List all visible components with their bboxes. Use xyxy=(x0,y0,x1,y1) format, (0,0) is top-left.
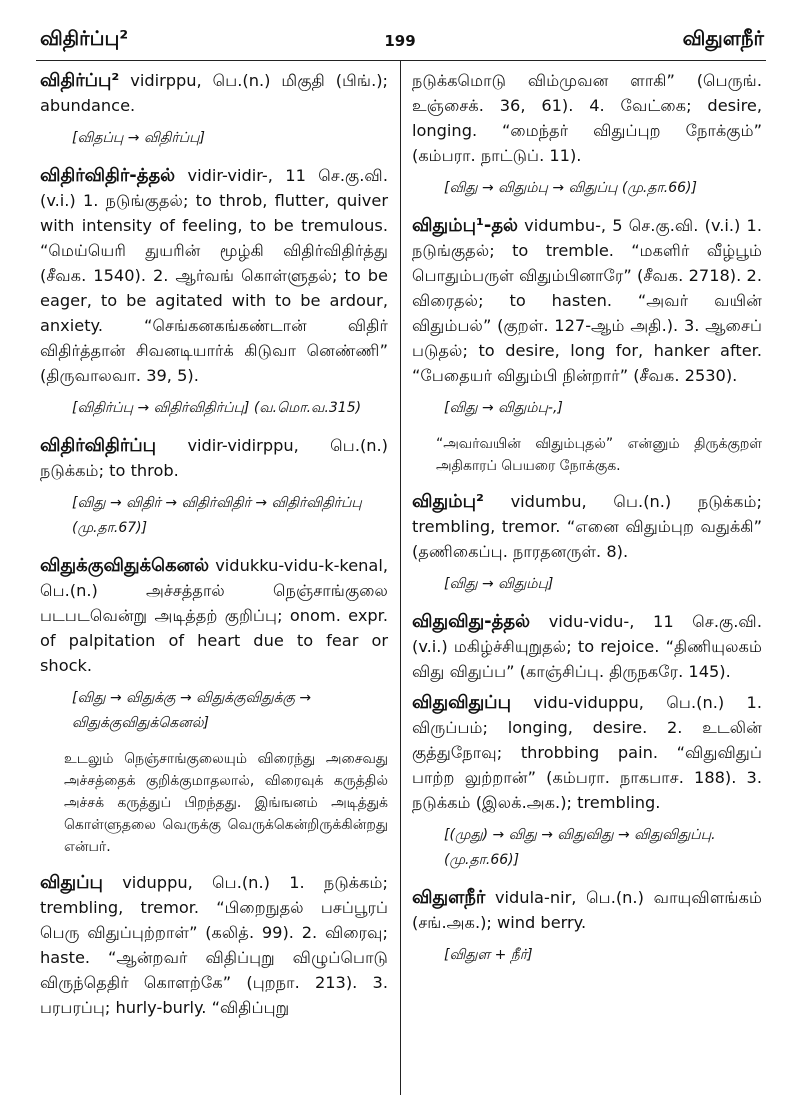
etymology-line: [விது → விதுக்கு → விதுக்குவிதுக்கு → விதுக்குவிதுக்கெனல்] xyxy=(72,690,312,731)
entry-definition: நடுக்கமொடு விம்முவன ளாகி” (பெருங். உஞ்சைக். 36, 61). 4. வேட்கை; desire, longing. “மைந்தர் விதுப்புற நோக்கும்” (கம்பரா. நாட்டுப். 11). xyxy=(412,71,762,165)
dictionary-entry xyxy=(412,885,762,935)
dictionary-entry xyxy=(40,870,388,1020)
entry-definition: vidumbu, பெ.(n.) நடுக்கம்; trembling, tremor. “எனை விதும்புற வதுக்கி” (தணிகைப்பு. நாரதனருள். 8). xyxy=(412,492,762,561)
entry-definition: vidirppu, பெ.(n.) மிகுதி (பிங்.); abundance. xyxy=(40,71,388,115)
entry-headword: விதுப்பு xyxy=(40,872,103,893)
entry-headword: விதுவிது-த்தல் xyxy=(412,611,531,632)
entry-headword: விதும்பு¹-தல் xyxy=(412,215,518,236)
entry-definition: vidumbu-, 5 செ.கு.வி. (v.i.) 1. நடுங்குதல்; to tremble. “மகளிர் வீழ்பூம் பொதும்பருள் விதும்பினாரே” (சீவக. 2718). 2. விரைதல்; to hasten. “அவர் வயின் விதும்பல்” (குறள். 127-ஆம் அதி.). 3. ஆசைப் படுதல்; to desire, long for, hanker after. “பேதையர் விதும்பி நின்றார்” (சீவக. 2530). xyxy=(412,216,762,385)
entry-definition: vidu-viduppu, பெ.(n.) 1. விருப்பம்; longing, desire. 2. உடலின் குத்துநோவு; throbbing pain. “விதுவிதுப் பாற்ற லுற்றான்” (கம்பரா. நாகபாச. 188). 3. நடுக்கம் (இலக்.அக.); trembling. xyxy=(412,693,762,812)
entry-headword: விதுவிதுப்பு xyxy=(412,692,511,713)
header-right-guideword: விதுளநீர் xyxy=(682,26,764,50)
left-column xyxy=(40,68,388,1026)
dictionary-entry xyxy=(40,553,388,678)
right-column xyxy=(412,68,762,980)
dictionary-entry xyxy=(40,433,388,483)
usage-note: “அவர்வயின் விதும்புதல்” என்னும் திருக்குறள் அதிகாரப் பெயரை நோக்குக. xyxy=(436,436,762,474)
dictionary-entry xyxy=(412,68,762,168)
etymology-line: [விதிர்ப்பு → விதிர்விதிர்ப்பு] (வ.மொ.வ.315) xyxy=(72,400,362,416)
entry-definition: vidir-vidir-, 11 செ.கு.வி. (v.i.) 1. நடுங்குதல்; to throb, flutter, quiver with intensity of feeling, to be tremulous. “மெய்யெரி துயரின் மூழ்கி விதிர்விதிர்த்து (சீவக. 1540). 2. ஆர்வங் கொள்ளுதல்; to be eager, to be agitated with to be ardour, anxiety. “செங்கனகங்கண்டான் விதிர் விதிர்த்தான் சிவனடியார்க் கிடுவா னெண்ணி” (திருவாலவா. 39, 5). xyxy=(40,166,388,385)
dictionary-entry xyxy=(40,68,388,118)
entry-definition: vidukku-vidu-k-kenal, பெ.(n.) அச்சத்தால் நெஞ்சாங்குலை படபடவென்று அடித்தற் குறிப்பு; onom. expr. of palpitation of heart due to fear or shock. xyxy=(40,556,388,675)
etymology-line: [(முது) → விது → விதுவிது → விதுவிதுப்பு. (மு.தா.66)] xyxy=(444,827,716,868)
dictionary-entry xyxy=(412,213,762,388)
entry-definition: vidula-nir, பெ.(n.) வாயுவிளங்கம் (சங்.அக.); wind berry. xyxy=(412,888,762,932)
entry-definition: vidir-vidirppu, பெ.(n.) நடுக்கம்; to throb. xyxy=(40,436,388,480)
etymology-line: [விது → விதும்பு] xyxy=(444,576,554,592)
entry-headword: விதிர்விதிர்-த்தல் xyxy=(40,165,176,186)
entry-headword: விதிர்ப்பு² xyxy=(40,70,120,91)
entry-headword: விதுளநீர் xyxy=(412,887,486,908)
entry-definition: vidu-vidu-, 11 செ.கு.வி. (v.i.) மகிழ்ச்சியுறுதல்; to rejoice. “திணியுலகம் விது விதுப்ப” (காஞ்சிப்பு. திருநகரே. 145). xyxy=(412,612,762,681)
dictionary-entry xyxy=(412,609,762,684)
usage-note: உடலும் நெஞ்சாங்குலையும் விரைந்து அசைவது அச்சத்தைக் குறிக்குமாதலால், விரைவுக் கருத்தில் அச்சக் கருத்துப் பிறந்தது. இங்ஙனம் அடித்துக் கொள்ளுதலை வெருக்கு வெருக்கென்றிருக்கின்றது என்பர். xyxy=(64,751,388,855)
dictionary-entry xyxy=(40,163,388,388)
entry-headword: விதுக்குவிதுக்கெனல் xyxy=(40,555,210,576)
etymology-line: [விது → விதிர் → விதிர்விதிர் → விதிர்விதிர்ப்பு (மு.தா.67)] xyxy=(72,495,362,536)
etymology-line: [விது → விதும்பு → விதுப்பு (மு.தா.66)] xyxy=(444,180,697,196)
etymology-line: [விது → விதும்பு-,] xyxy=(444,400,563,416)
etymology-line: [விதப்பு → விதிர்ப்பு] xyxy=(72,130,205,146)
page-header xyxy=(0,0,800,64)
header-left-guideword: விதிர்ப்பு² xyxy=(40,26,129,50)
entry-headword: விதும்பு² xyxy=(412,491,484,512)
page-number: 199 xyxy=(384,32,416,50)
header-rule xyxy=(36,60,766,61)
dictionary-entry xyxy=(412,690,762,815)
column-divider xyxy=(400,60,401,1095)
etymology-line: [விதுள + நீர்] xyxy=(444,947,533,963)
dictionary-entry xyxy=(412,489,762,564)
entry-definition: viduppu, பெ.(n.) 1. நடுக்கம்; trembling, tremor. “பிறைநுதல் பசப்பூரப் பெரு விதுப்புற்றாள்” (கலித். 99). 2. விரைவு; haste. “ஆன்றவர் விதிப்புறு விழுப்பொடு விருந்தெதிர் கொளற்கே” (புறநா. 213). 3. பரபரப்பு; hurly-burly. “விதிப்புறு xyxy=(40,873,388,1017)
entry-headword: விதிர்விதிர்ப்பு xyxy=(40,435,157,456)
